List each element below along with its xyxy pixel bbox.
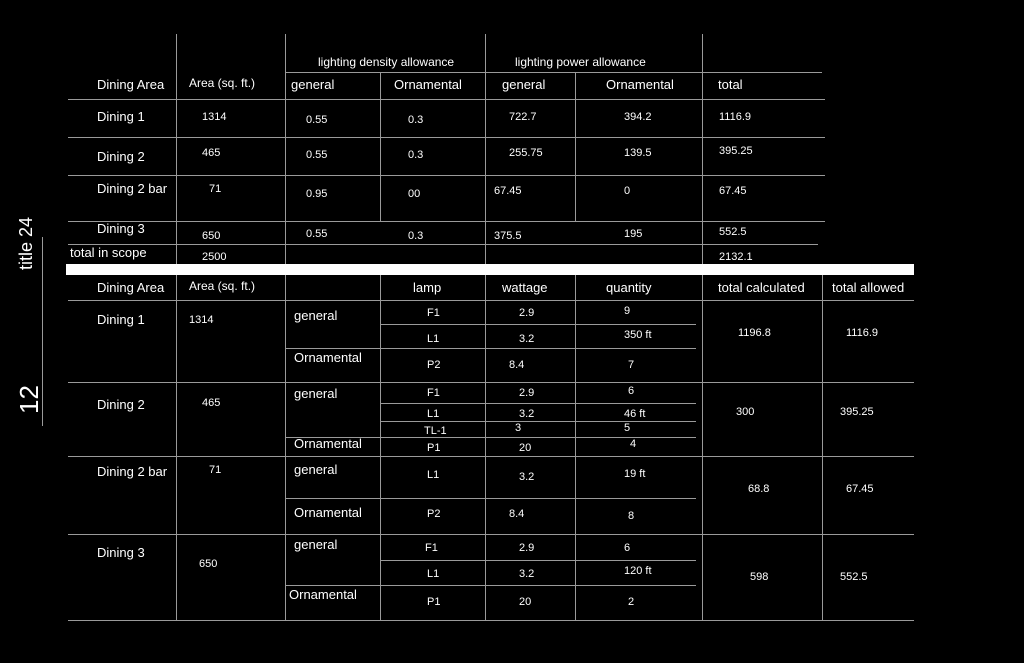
lamp-cell: P1 (427, 596, 441, 608)
quantity-cell: 8 (628, 510, 635, 522)
lamp-cell: TL-1 (424, 425, 447, 437)
row-area: 1314 (202, 111, 227, 123)
row-name: Dining 3 (97, 221, 145, 236)
power-group-header: lighting power allowance (515, 55, 646, 69)
wattage-cell: 2.9 (519, 307, 535, 319)
group-area: 465 (202, 397, 221, 409)
lamp-cell: L1 (427, 568, 440, 580)
wattage-cell: 3 (515, 422, 522, 434)
row-density-general: 0.55 (306, 114, 328, 126)
row-density-ornamental: 0.3 (408, 114, 424, 126)
wattage-cell: 3.2 (519, 333, 535, 345)
row-power-general: 722.7 (509, 111, 537, 123)
general-label: general (294, 537, 338, 552)
row-name: Dining 2 bar (97, 181, 168, 196)
row-area: 465 (202, 147, 221, 159)
wattage-cell: 20 (519, 596, 532, 608)
row-area: 650 (202, 230, 221, 242)
wattage-cell: 2.9 (519, 387, 535, 399)
lamp-cell: L1 (427, 469, 440, 481)
header-dining-area: Dining Area (97, 77, 165, 92)
quantity-cell: 19 ft (624, 468, 646, 480)
row-density-ornamental: 0.3 (408, 230, 424, 242)
row-name: Dining 1 (97, 109, 145, 124)
wattage-cell: 3.2 (519, 471, 535, 483)
row-density-ornamental: 0.3 (408, 149, 424, 161)
header-power-general: general (502, 77, 546, 92)
header-area-sqft: Area (sq. ft.) (189, 279, 256, 293)
header-density-general: general (291, 77, 335, 92)
header-power-ornamental: Ornamental (606, 77, 674, 92)
total-allowed-cell: 67.45 (846, 483, 874, 495)
ornamental-label: Ornamental (289, 587, 357, 602)
total-in-scope-total: 2132.1 (719, 251, 753, 263)
total-allowed-cell: 552.5 (840, 571, 868, 583)
row-density-ornamental: 00 (408, 188, 421, 200)
quantity-cell: 2 (628, 596, 635, 608)
row-power-general: 375.5 (494, 230, 522, 242)
group-name: Dining 2 (97, 397, 145, 412)
row-total: 67.45 (719, 185, 747, 197)
lamp-cell: F1 (427, 307, 440, 319)
quantity-cell: 6 (628, 385, 635, 397)
row-area: 71 (209, 183, 222, 195)
lamp-cell: L1 (427, 408, 440, 420)
group-name: Dining 2 bar (97, 464, 168, 479)
wattage-cell: 2.9 (519, 542, 535, 554)
wattage-cell: 20 (519, 442, 532, 454)
quantity-cell: 46 ft (624, 408, 646, 420)
total-in-scope-label: total in scope (70, 245, 147, 260)
row-power-ornamental: 139.5 (624, 147, 652, 159)
quantity-cell: 5 (624, 422, 631, 434)
wattage-cell: 8.4 (509, 508, 525, 520)
group-name: Dining 3 (97, 545, 145, 560)
density-group-header: lighting density allowance (318, 55, 455, 69)
total-calculated-cell: 598 (750, 571, 769, 583)
lamp-cell: P1 (427, 442, 441, 454)
quantity-cell: 7 (628, 359, 635, 371)
total-calculated-cell: 300 (736, 406, 755, 418)
wattage-cell: 8.4 (509, 359, 525, 371)
lamp-cell: F1 (425, 542, 438, 554)
wattage-cell: 3.2 (519, 408, 535, 420)
row-power-ornamental: 394.2 (624, 111, 652, 123)
general-label: general (294, 462, 338, 477)
header-dining-area: Dining Area (97, 280, 165, 295)
lamp-cell: P2 (427, 359, 441, 371)
header-total-calculated: total calculated (718, 280, 805, 295)
total-in-scope-area: 2500 (202, 251, 227, 263)
row-power-ornamental: 0 (624, 185, 631, 197)
quantity-cell: 6 (624, 542, 631, 554)
row-total: 1116.9 (719, 111, 752, 123)
total-allowed-cell: 1116.9 (846, 327, 879, 339)
total-calculated-cell: 68.8 (748, 483, 770, 495)
group-area: 71 (209, 464, 222, 476)
ornamental-label: Ornamental (294, 505, 362, 520)
group-area: 1314 (189, 314, 214, 326)
quantity-cell: 9 (624, 305, 631, 317)
row-name: Dining 2 (97, 149, 145, 164)
header-quantity: quantity (606, 280, 652, 295)
row-power-general: 255.75 (509, 147, 543, 159)
table-separator (66, 264, 914, 275)
row-total: 552.5 (719, 226, 747, 238)
ornamental-label: Ornamental (294, 350, 362, 365)
quantity-cell: 350 ft (624, 329, 652, 341)
row-power-general: 67.45 (494, 185, 522, 197)
row-power-ornamental: 195 (624, 228, 643, 240)
wattage-cell: 3.2 (519, 568, 535, 580)
ornamental-label: Ornamental (294, 436, 362, 451)
general-label: general (294, 386, 338, 401)
total-allowed-cell: 395.25 (840, 406, 874, 418)
lamp-cell: F1 (427, 387, 440, 399)
row-density-general: 0.55 (306, 228, 328, 240)
header-wattage: wattage (502, 280, 548, 295)
header-total: total (718, 77, 743, 92)
side-number: 12 (14, 385, 44, 414)
lamp-cell: L1 (427, 333, 440, 345)
group-area: 650 (199, 558, 218, 570)
row-total: 395.25 (719, 145, 753, 157)
header-area-sqft: Area (sq. ft.) (189, 76, 256, 90)
lamp-cell: P2 (427, 508, 441, 520)
header-lamp: lamp (413, 280, 442, 295)
header-density-ornamental: Ornamental (394, 77, 462, 92)
group-name: Dining 1 (97, 312, 145, 327)
total-calculated-cell: 1196.8 (738, 327, 771, 339)
side-title: title 24 (16, 216, 36, 270)
row-density-general: 0.95 (306, 188, 328, 200)
quantity-cell: 4 (630, 438, 637, 450)
general-label: general (294, 308, 338, 323)
row-density-general: 0.55 (306, 149, 328, 161)
quantity-cell: 120 ft (624, 565, 652, 577)
header-total-allowed: total allowed (832, 280, 905, 295)
